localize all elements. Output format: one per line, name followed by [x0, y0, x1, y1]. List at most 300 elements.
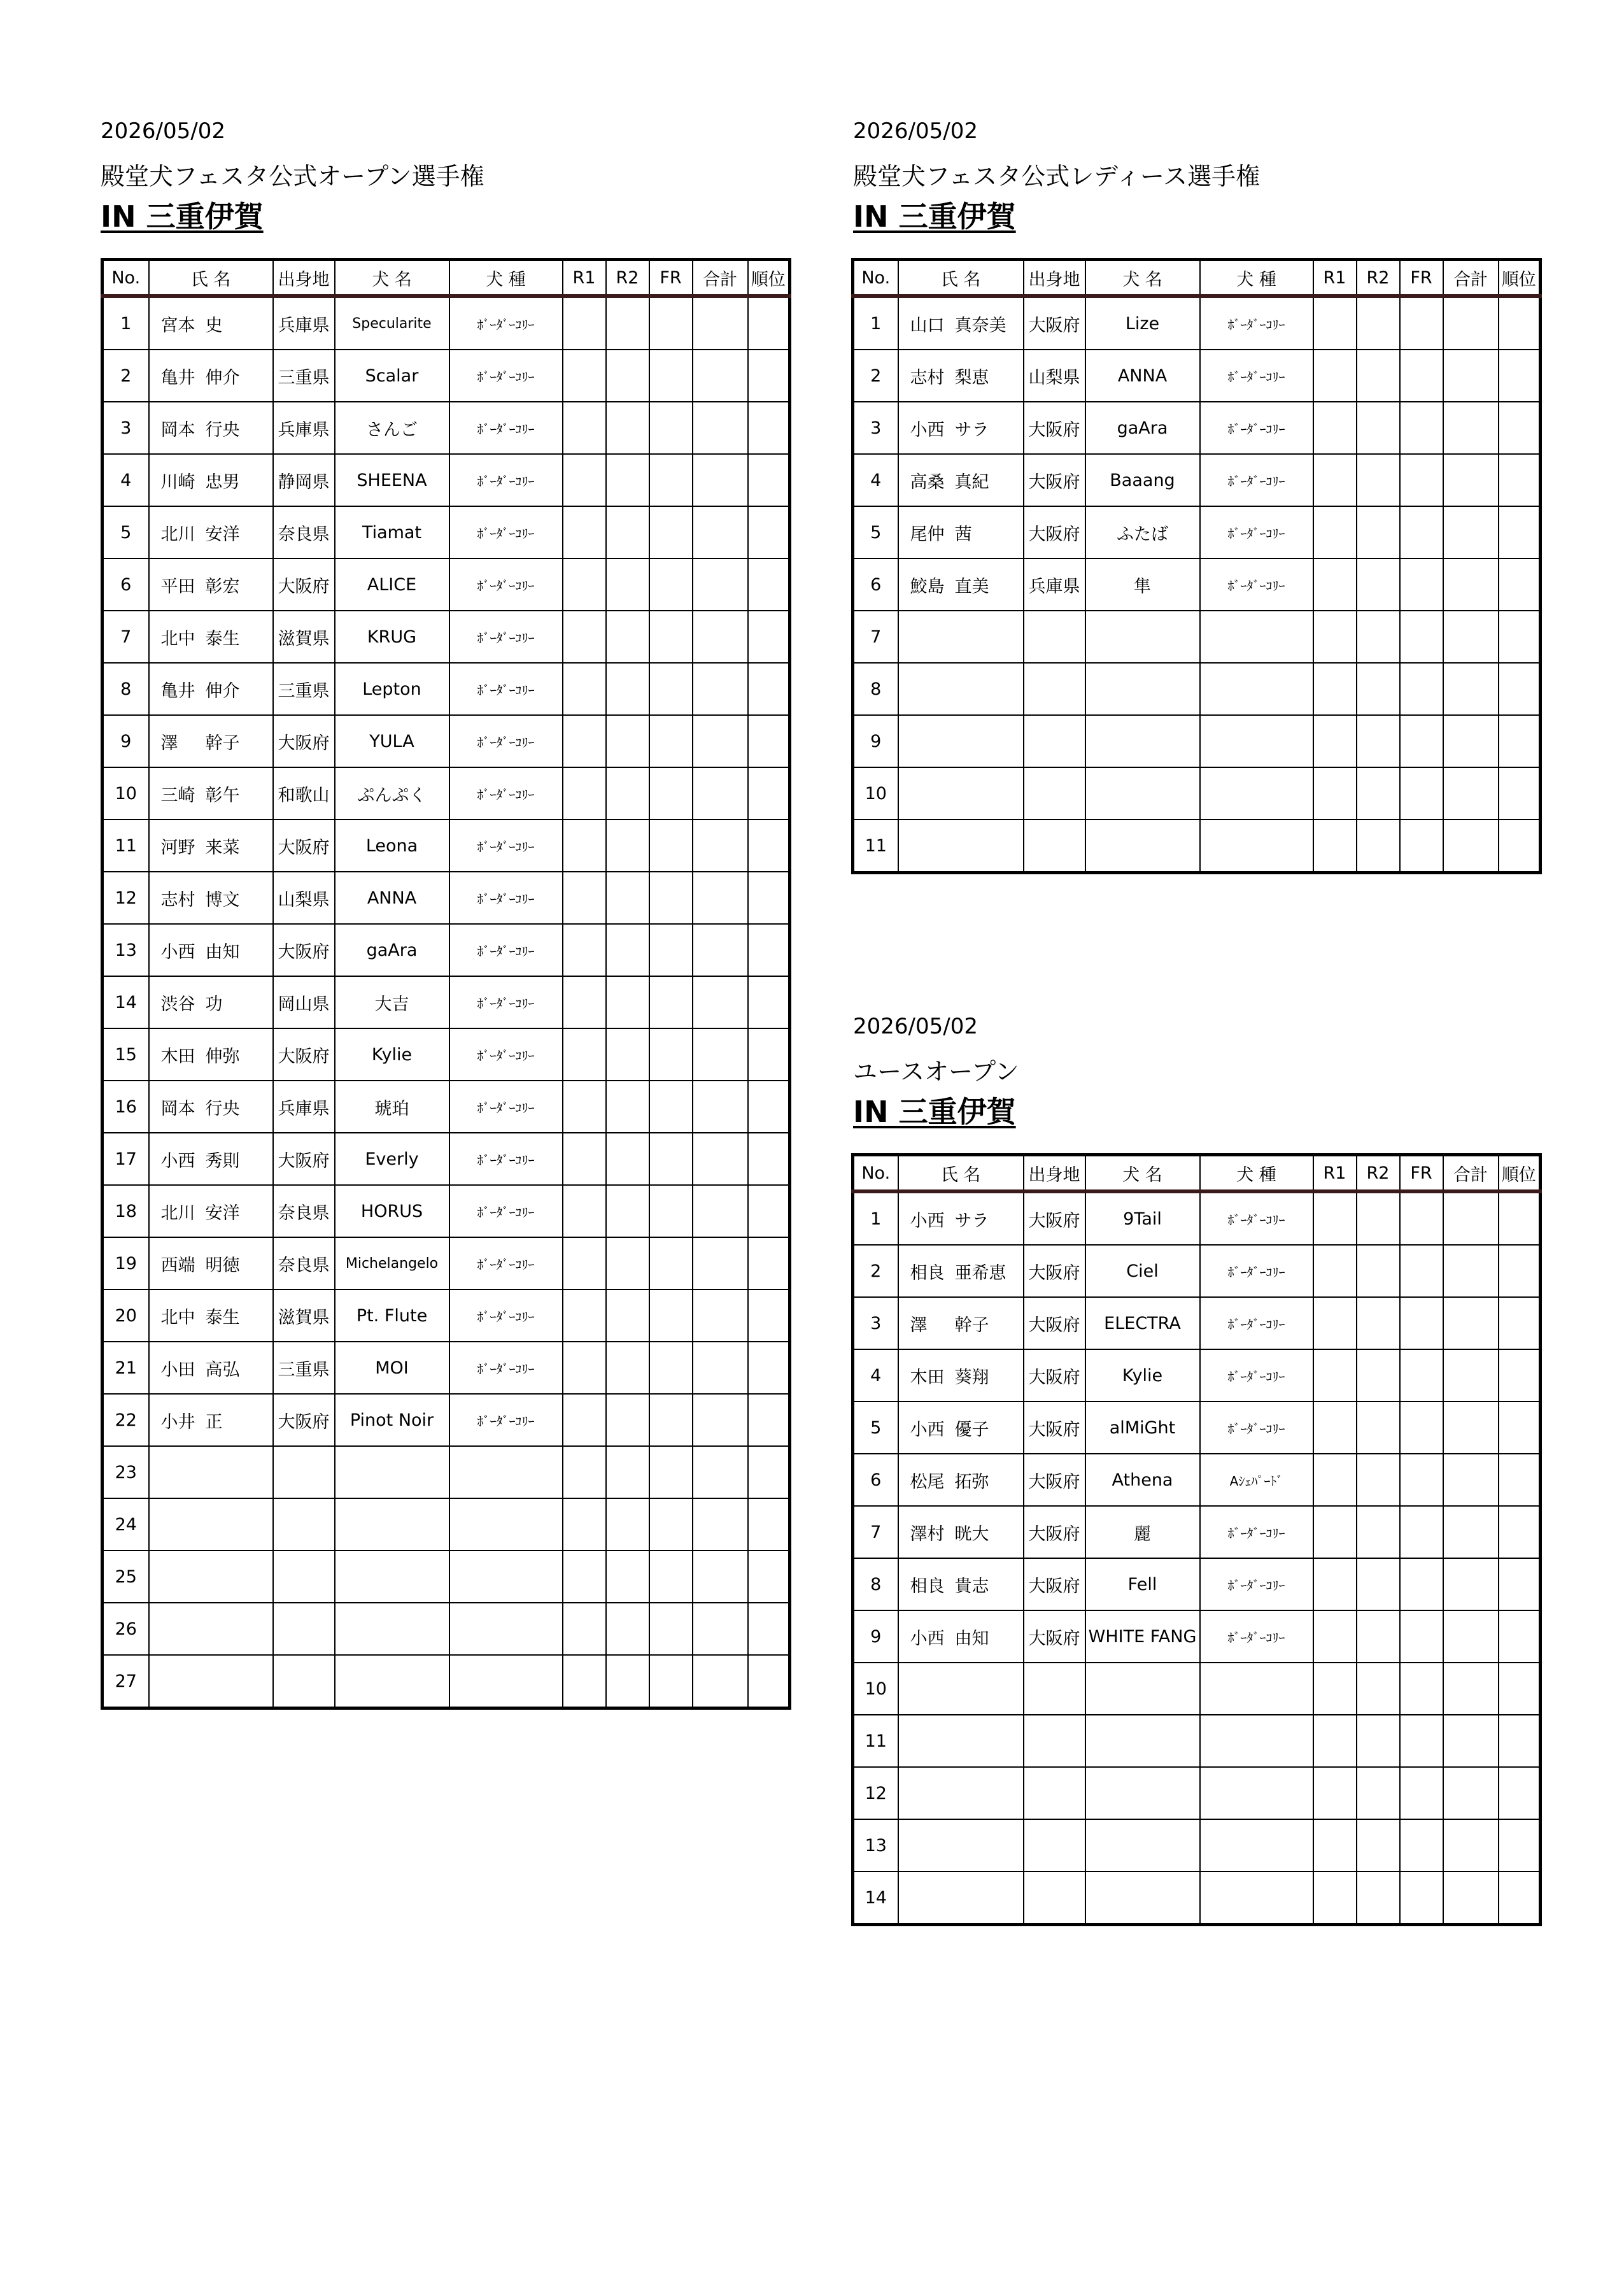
dog-breed: ﾎﾞｰﾀﾞｰｺﾘｰ [1200, 454, 1313, 506]
rank-cell [1499, 1819, 1541, 1871]
entry-number: 1 [853, 296, 898, 350]
rank-cell [1499, 715, 1541, 767]
rank-cell [748, 506, 790, 558]
score-r1-cell [1313, 1454, 1357, 1506]
handler-first-name: 幹子 [954, 1315, 989, 1335]
score-r1-cell [563, 1237, 606, 1289]
youth-entry-table [851, 1153, 1542, 1926]
score-r2-cell [1357, 454, 1400, 506]
table-row [102, 1394, 790, 1446]
rank-cell [1499, 611, 1541, 663]
handler-name [898, 1402, 1024, 1454]
dog-name: ELECTRA [1085, 1297, 1200, 1349]
open-entry-table [101, 258, 791, 1710]
dog-breed: ﾎﾞｰﾀﾞｰｺﾘｰ [1200, 1191, 1313, 1245]
score-r1-cell [563, 1498, 606, 1551]
breed-header: 犬 種 [1200, 1155, 1313, 1192]
handler-name [149, 1289, 273, 1342]
handler-last-name: 相良 [910, 1263, 945, 1283]
table-row [853, 1506, 1541, 1558]
rank-cell [748, 1551, 790, 1603]
rank-cell [748, 1394, 790, 1446]
handler-first-name: 真紀 [954, 472, 989, 492]
score-fr-cell [1400, 1454, 1443, 1506]
score-fr-cell [649, 296, 693, 350]
handler-name [898, 402, 1024, 454]
handler-first-name: 伸介 [205, 681, 240, 701]
dog-name: Leona [335, 820, 449, 872]
rank-cell [748, 976, 790, 1028]
dog-name [335, 1446, 449, 1498]
score-fr-cell [649, 715, 693, 767]
score-total-cell [693, 1446, 748, 1498]
table-row [102, 1446, 790, 1498]
dog-name: 9Tail [1085, 1191, 1200, 1245]
table-row [102, 1133, 790, 1185]
dog-breed: ﾎﾞｰﾀﾞｰｺﾘｰ [449, 1289, 563, 1342]
table-row [853, 1558, 1541, 1610]
handler-first-name: 優子 [954, 1419, 989, 1440]
dog-breed [1200, 1819, 1313, 1871]
handler-name [149, 1446, 273, 1498]
origin-prefecture [1024, 820, 1085, 873]
score-total-cell [1443, 1506, 1499, 1558]
handler-first-name: サラ [954, 1210, 989, 1231]
score-r2-cell [606, 454, 649, 506]
origin-prefecture: 兵庫県 [1024, 558, 1085, 611]
origin-prefecture: 大阪府 [1024, 1506, 1085, 1558]
score-r1-cell [563, 663, 606, 715]
dog-name: さんご [335, 402, 449, 454]
rank-cell [748, 1603, 790, 1655]
table-row [102, 558, 790, 611]
score-total-cell [693, 1603, 748, 1655]
dog-breed: ﾎﾞｰﾀﾞｰｺﾘｰ [449, 976, 563, 1028]
handler-first-name: 正 [205, 1412, 223, 1432]
handler-last-name: 高桑 [910, 472, 945, 492]
handler-first-name: 秀則 [205, 1151, 240, 1171]
origin-prefecture: 兵庫県 [273, 296, 335, 350]
score-fr-cell [1400, 1663, 1443, 1715]
score-fr-cell [649, 1133, 693, 1185]
dog-breed: ﾎﾞｰﾀﾞｰｺﾘｰ [1200, 1245, 1313, 1297]
score-r1-cell [1313, 402, 1357, 454]
dog-name [1085, 1767, 1200, 1819]
handler-last-name: 志村 [910, 367, 945, 388]
rank-cell [1499, 1558, 1541, 1610]
score-total-cell [1443, 1245, 1499, 1297]
table-row [853, 558, 1541, 611]
score-fr-cell [1400, 1715, 1443, 1767]
dog-breed: ﾎﾞｰﾀﾞｰｺﾘｰ [449, 663, 563, 715]
handler-name [898, 1663, 1024, 1715]
handler-name [149, 715, 273, 767]
handler-first-name: 直美 [954, 576, 989, 597]
handler-first-name: 貴志 [954, 1576, 989, 1596]
origin-prefecture: 和歌山 [273, 767, 335, 820]
handler-last-name: 亀井 [160, 367, 195, 388]
r1-header: R1 [1313, 1155, 1357, 1192]
dog-name: WHITE FANG [1085, 1610, 1200, 1663]
handler-first-name: 安洋 [205, 524, 240, 544]
score-r1-cell [1313, 1506, 1357, 1558]
dog-name: ぷんぷく [335, 767, 449, 820]
entry-number: 20 [102, 1289, 149, 1342]
rank-cell [748, 924, 790, 976]
score-r2-cell [606, 715, 649, 767]
handler-name [898, 1191, 1024, 1245]
rank-header: 順位 [1499, 260, 1541, 297]
youth-header-row [853, 1155, 1541, 1192]
handler-last-name: 小西 [910, 1419, 945, 1440]
score-r1-cell [563, 350, 606, 402]
score-r2-cell [606, 1551, 649, 1603]
entry-number: 16 [102, 1081, 149, 1133]
score-total-cell [1443, 1402, 1499, 1454]
origin-prefecture: 大阪府 [1024, 1402, 1085, 1454]
handler-first-name: 安洋 [205, 1203, 240, 1223]
entry-number: 14 [853, 1871, 898, 1925]
handler-name [898, 506, 1024, 558]
dog-breed: ﾎﾞｰﾀﾞｰｺﾘｰ [449, 1028, 563, 1081]
score-fr-cell [649, 924, 693, 976]
score-fr-cell [1400, 350, 1443, 402]
rank-cell [1499, 1871, 1541, 1925]
rank-cell [1499, 402, 1541, 454]
entry-number: 8 [853, 1558, 898, 1610]
handler-name [149, 1081, 273, 1133]
score-r1-cell [1313, 611, 1357, 663]
dog-breed [1200, 1663, 1313, 1715]
score-total-cell [1443, 402, 1499, 454]
dog-name: Pinot Noir [335, 1394, 449, 1446]
dog-name [1085, 1819, 1200, 1871]
score-r2-cell [1357, 1402, 1400, 1454]
origin-prefecture [1024, 767, 1085, 820]
dog-name [1085, 1663, 1200, 1715]
name-header: 氏 名 [898, 1155, 1024, 1192]
dog-name: Ciel [1085, 1245, 1200, 1297]
score-total-cell [1443, 1663, 1499, 1715]
handler-name [898, 1558, 1024, 1610]
handler-last-name: 志村 [160, 890, 195, 910]
dog-breed [1200, 1871, 1313, 1925]
entry-number: 8 [853, 663, 898, 715]
dog-name: Scalar [335, 350, 449, 402]
handler-first-name: 彰宏 [205, 576, 240, 597]
score-r1-cell [1313, 1610, 1357, 1663]
score-fr-cell [1400, 1297, 1443, 1349]
dog-breed: ﾎﾞｰﾀﾞｰｺﾘｰ [449, 1133, 563, 1185]
score-r1-cell [563, 1133, 606, 1185]
dog-name [1085, 663, 1200, 715]
table-row [853, 454, 1541, 506]
score-r1-cell [563, 402, 606, 454]
handler-first-name: 忠男 [205, 472, 240, 492]
fr-header: FR [649, 260, 693, 297]
origin-prefecture: 大阪府 [1024, 402, 1085, 454]
entry-number: 10 [853, 1663, 898, 1715]
entry-number: 6 [853, 1454, 898, 1506]
entry-number: 24 [102, 1498, 149, 1551]
score-r2-cell [606, 1498, 649, 1551]
entry-number: 3 [102, 402, 149, 454]
rank-cell [748, 1028, 790, 1081]
dog-breed: ﾎﾞｰﾀﾞｰｺﾘｰ [449, 611, 563, 663]
score-r2-cell [606, 976, 649, 1028]
score-r1-cell [1313, 558, 1357, 611]
dog-name [335, 1603, 449, 1655]
score-total-cell [1443, 558, 1499, 611]
handler-first-name: 高弘 [205, 1360, 240, 1380]
entry-number: 8 [102, 663, 149, 715]
handler-name [898, 558, 1024, 611]
entry-number: 14 [102, 976, 149, 1028]
score-r2-cell [1357, 1506, 1400, 1558]
score-fr-cell [1400, 1191, 1443, 1245]
score-total-cell [1443, 1191, 1499, 1245]
table-row [853, 1454, 1541, 1506]
entry-number: 22 [102, 1394, 149, 1446]
score-fr-cell [649, 1081, 693, 1133]
dog-name-header: 犬 名 [1085, 260, 1200, 297]
dog-name: 隼 [1085, 558, 1200, 611]
handler-last-name: 尾仲 [910, 524, 945, 544]
origin-prefecture [1024, 1663, 1085, 1715]
score-fr-cell [649, 454, 693, 506]
dog-breed [1200, 1715, 1313, 1767]
score-total-cell [693, 1498, 748, 1551]
table-row [853, 820, 1541, 873]
rank-cell [1499, 820, 1541, 873]
table-row [102, 296, 790, 350]
handler-last-name: 相良 [910, 1576, 945, 1596]
entry-number: 9 [102, 715, 149, 767]
score-r1-cell [563, 454, 606, 506]
dog-name: SHEENA [335, 454, 449, 506]
origin-prefecture: 大阪府 [273, 1028, 335, 1081]
rank-cell [748, 611, 790, 663]
score-fr-cell [1400, 1558, 1443, 1610]
dog-breed: ﾎﾞｰﾀﾞｰｺﾘｰ [449, 767, 563, 820]
rank-cell [1499, 1506, 1541, 1558]
origin-prefecture [1024, 663, 1085, 715]
dog-breed: ﾎﾞｰﾀﾞｰｺﾘｰ [449, 454, 563, 506]
handler-name [898, 1871, 1024, 1925]
score-r2-cell [606, 1133, 649, 1185]
origin-prefecture: 大阪府 [273, 820, 335, 872]
score-fr-cell [1400, 1819, 1443, 1871]
dog-breed: ﾎﾞｰﾀﾞｰｺﾘｰ [449, 924, 563, 976]
origin-prefecture: 大阪府 [1024, 1191, 1085, 1245]
handler-name [898, 1767, 1024, 1819]
handler-last-name: 小井 [160, 1412, 195, 1432]
score-total-cell [693, 1028, 748, 1081]
table-row [853, 1349, 1541, 1402]
table-row [102, 1028, 790, 1081]
table-row [853, 1819, 1541, 1871]
table-row [853, 506, 1541, 558]
handler-first-name: 葵翔 [954, 1367, 989, 1388]
score-fr-cell [1400, 820, 1443, 873]
score-r1-cell [563, 924, 606, 976]
rank-cell [748, 663, 790, 715]
score-r2-cell [606, 820, 649, 872]
handler-first-name: 行央 [205, 1098, 240, 1119]
entry-number: 2 [853, 350, 898, 402]
origin-prefecture: 大阪府 [1024, 1245, 1085, 1297]
rank-cell [748, 350, 790, 402]
score-total-cell [693, 402, 748, 454]
score-fr-cell [1400, 1245, 1443, 1297]
handler-last-name: 澤 [910, 1315, 928, 1335]
dog-name-header: 犬 名 [1085, 1155, 1200, 1192]
dog-name: Kylie [1085, 1349, 1200, 1402]
score-total-cell [693, 454, 748, 506]
entry-number: 1 [102, 296, 149, 350]
score-total-cell [693, 1655, 748, 1708]
r2-header: R2 [606, 260, 649, 297]
handler-last-name: 西端 [160, 1255, 195, 1275]
table-row [853, 1245, 1541, 1297]
rank-cell [748, 872, 790, 924]
origin-header: 出身地 [273, 260, 335, 297]
score-total-cell [693, 767, 748, 820]
score-total-cell [693, 1394, 748, 1446]
handler-first-name: サラ [954, 420, 989, 440]
dog-breed [1200, 820, 1313, 873]
score-r2-cell [606, 402, 649, 454]
ladies-title: 殿堂犬フェスタ公式レディース選手権 [853, 162, 1260, 190]
dog-breed: ﾎﾞｰﾀﾞｰｺﾘｰ [1200, 1402, 1313, 1454]
score-r2-cell [1357, 1610, 1400, 1663]
entry-number: 4 [853, 1349, 898, 1402]
total-header: 合計 [693, 260, 748, 297]
score-fr-cell [1400, 715, 1443, 767]
dog-breed: ﾎﾞｰﾀﾞｰｺﾘｰ [1200, 402, 1313, 454]
score-total-cell [1443, 296, 1499, 350]
table-row [853, 1767, 1541, 1819]
handler-last-name: 小西 [160, 942, 195, 962]
score-fr-cell [649, 1185, 693, 1237]
origin-prefecture [273, 1551, 335, 1603]
handler-name [149, 1394, 273, 1446]
handler-last-name: 岡本 [160, 1098, 195, 1119]
handler-last-name: 山口 [910, 315, 945, 336]
score-r1-cell [1313, 1663, 1357, 1715]
score-fr-cell [1400, 454, 1443, 506]
table-row [853, 611, 1541, 663]
score-fr-cell [649, 820, 693, 872]
handler-last-name: 岡本 [160, 420, 195, 440]
handler-last-name: 小西 [910, 420, 945, 440]
score-fr-cell [649, 767, 693, 820]
handler-first-name: 明徳 [205, 1255, 240, 1275]
score-r2-cell [606, 767, 649, 820]
handler-last-name: 河野 [160, 837, 195, 858]
dog-breed: ﾎﾞｰﾀﾞｰｺﾘｰ [449, 558, 563, 611]
dog-name: Baaang [1085, 454, 1200, 506]
dog-breed [1200, 663, 1313, 715]
handler-name [149, 1551, 273, 1603]
origin-prefecture: 滋賀県 [273, 1289, 335, 1342]
table-row [102, 1185, 790, 1237]
rank-cell [1499, 558, 1541, 611]
origin-prefecture [1024, 1819, 1085, 1871]
dog-name: Tiamat [335, 506, 449, 558]
score-r2-cell [606, 1237, 649, 1289]
handler-name [149, 1133, 273, 1185]
handler-name [149, 663, 273, 715]
dog-breed [449, 1446, 563, 1498]
score-r1-cell [1313, 767, 1357, 820]
rank-cell [748, 1185, 790, 1237]
name-header: 氏 名 [149, 260, 273, 297]
entry-number: 9 [853, 715, 898, 767]
handler-last-name: 澤 [160, 733, 178, 753]
origin-prefecture: 兵庫県 [273, 1081, 335, 1133]
entry-number: 5 [853, 506, 898, 558]
score-r2-cell [1357, 663, 1400, 715]
table-row [853, 1402, 1541, 1454]
handler-last-name: 亀井 [160, 681, 195, 701]
rank-cell [1499, 506, 1541, 558]
table-row [102, 820, 790, 872]
origin-header: 出身地 [1024, 260, 1085, 297]
dog-name [1085, 820, 1200, 873]
origin-prefecture [1024, 715, 1085, 767]
score-r2-cell [606, 1289, 649, 1342]
handler-name [149, 1237, 273, 1289]
entry-number: 4 [102, 454, 149, 506]
handler-first-name: 来菜 [205, 837, 240, 858]
score-r2-cell [1357, 506, 1400, 558]
handler-name [149, 1185, 273, 1237]
handler-last-name: 小田 [160, 1360, 195, 1380]
score-r1-cell [1313, 1349, 1357, 1402]
handler-name [149, 1498, 273, 1551]
handler-first-name: 梨恵 [954, 367, 989, 388]
score-fr-cell [649, 1551, 693, 1603]
dog-breed: ﾎﾞｰﾀﾞｰｺﾘｰ [449, 715, 563, 767]
handler-name [149, 976, 273, 1028]
fr-header: FR [1400, 1155, 1443, 1192]
dog-name: alMiGht [1085, 1402, 1200, 1454]
score-r2-cell [606, 872, 649, 924]
score-r1-cell [1313, 1871, 1357, 1925]
score-total-cell [1443, 1610, 1499, 1663]
handler-last-name: 三崎 [160, 785, 195, 806]
score-r1-cell [563, 1446, 606, 1498]
origin-header: 出身地 [1024, 1155, 1085, 1192]
handler-name [898, 296, 1024, 350]
table-row [853, 402, 1541, 454]
score-r1-cell [1313, 1297, 1357, 1349]
score-fr-cell [1400, 1402, 1443, 1454]
table-row [853, 1715, 1541, 1767]
dog-breed: ﾎﾞｰﾀﾞｰｺﾘｰ [1200, 1558, 1313, 1610]
handler-last-name: 小西 [160, 1151, 195, 1171]
entry-number: 7 [853, 1506, 898, 1558]
table-row [102, 1498, 790, 1551]
score-r2-cell [1357, 558, 1400, 611]
score-total-cell [1443, 454, 1499, 506]
score-fr-cell [649, 976, 693, 1028]
dog-breed: ﾎﾞｰﾀﾞｰｺﾘｰ [449, 820, 563, 872]
handler-first-name: 史 [205, 315, 223, 336]
score-r2-cell [1357, 1245, 1400, 1297]
dog-name [1085, 767, 1200, 820]
